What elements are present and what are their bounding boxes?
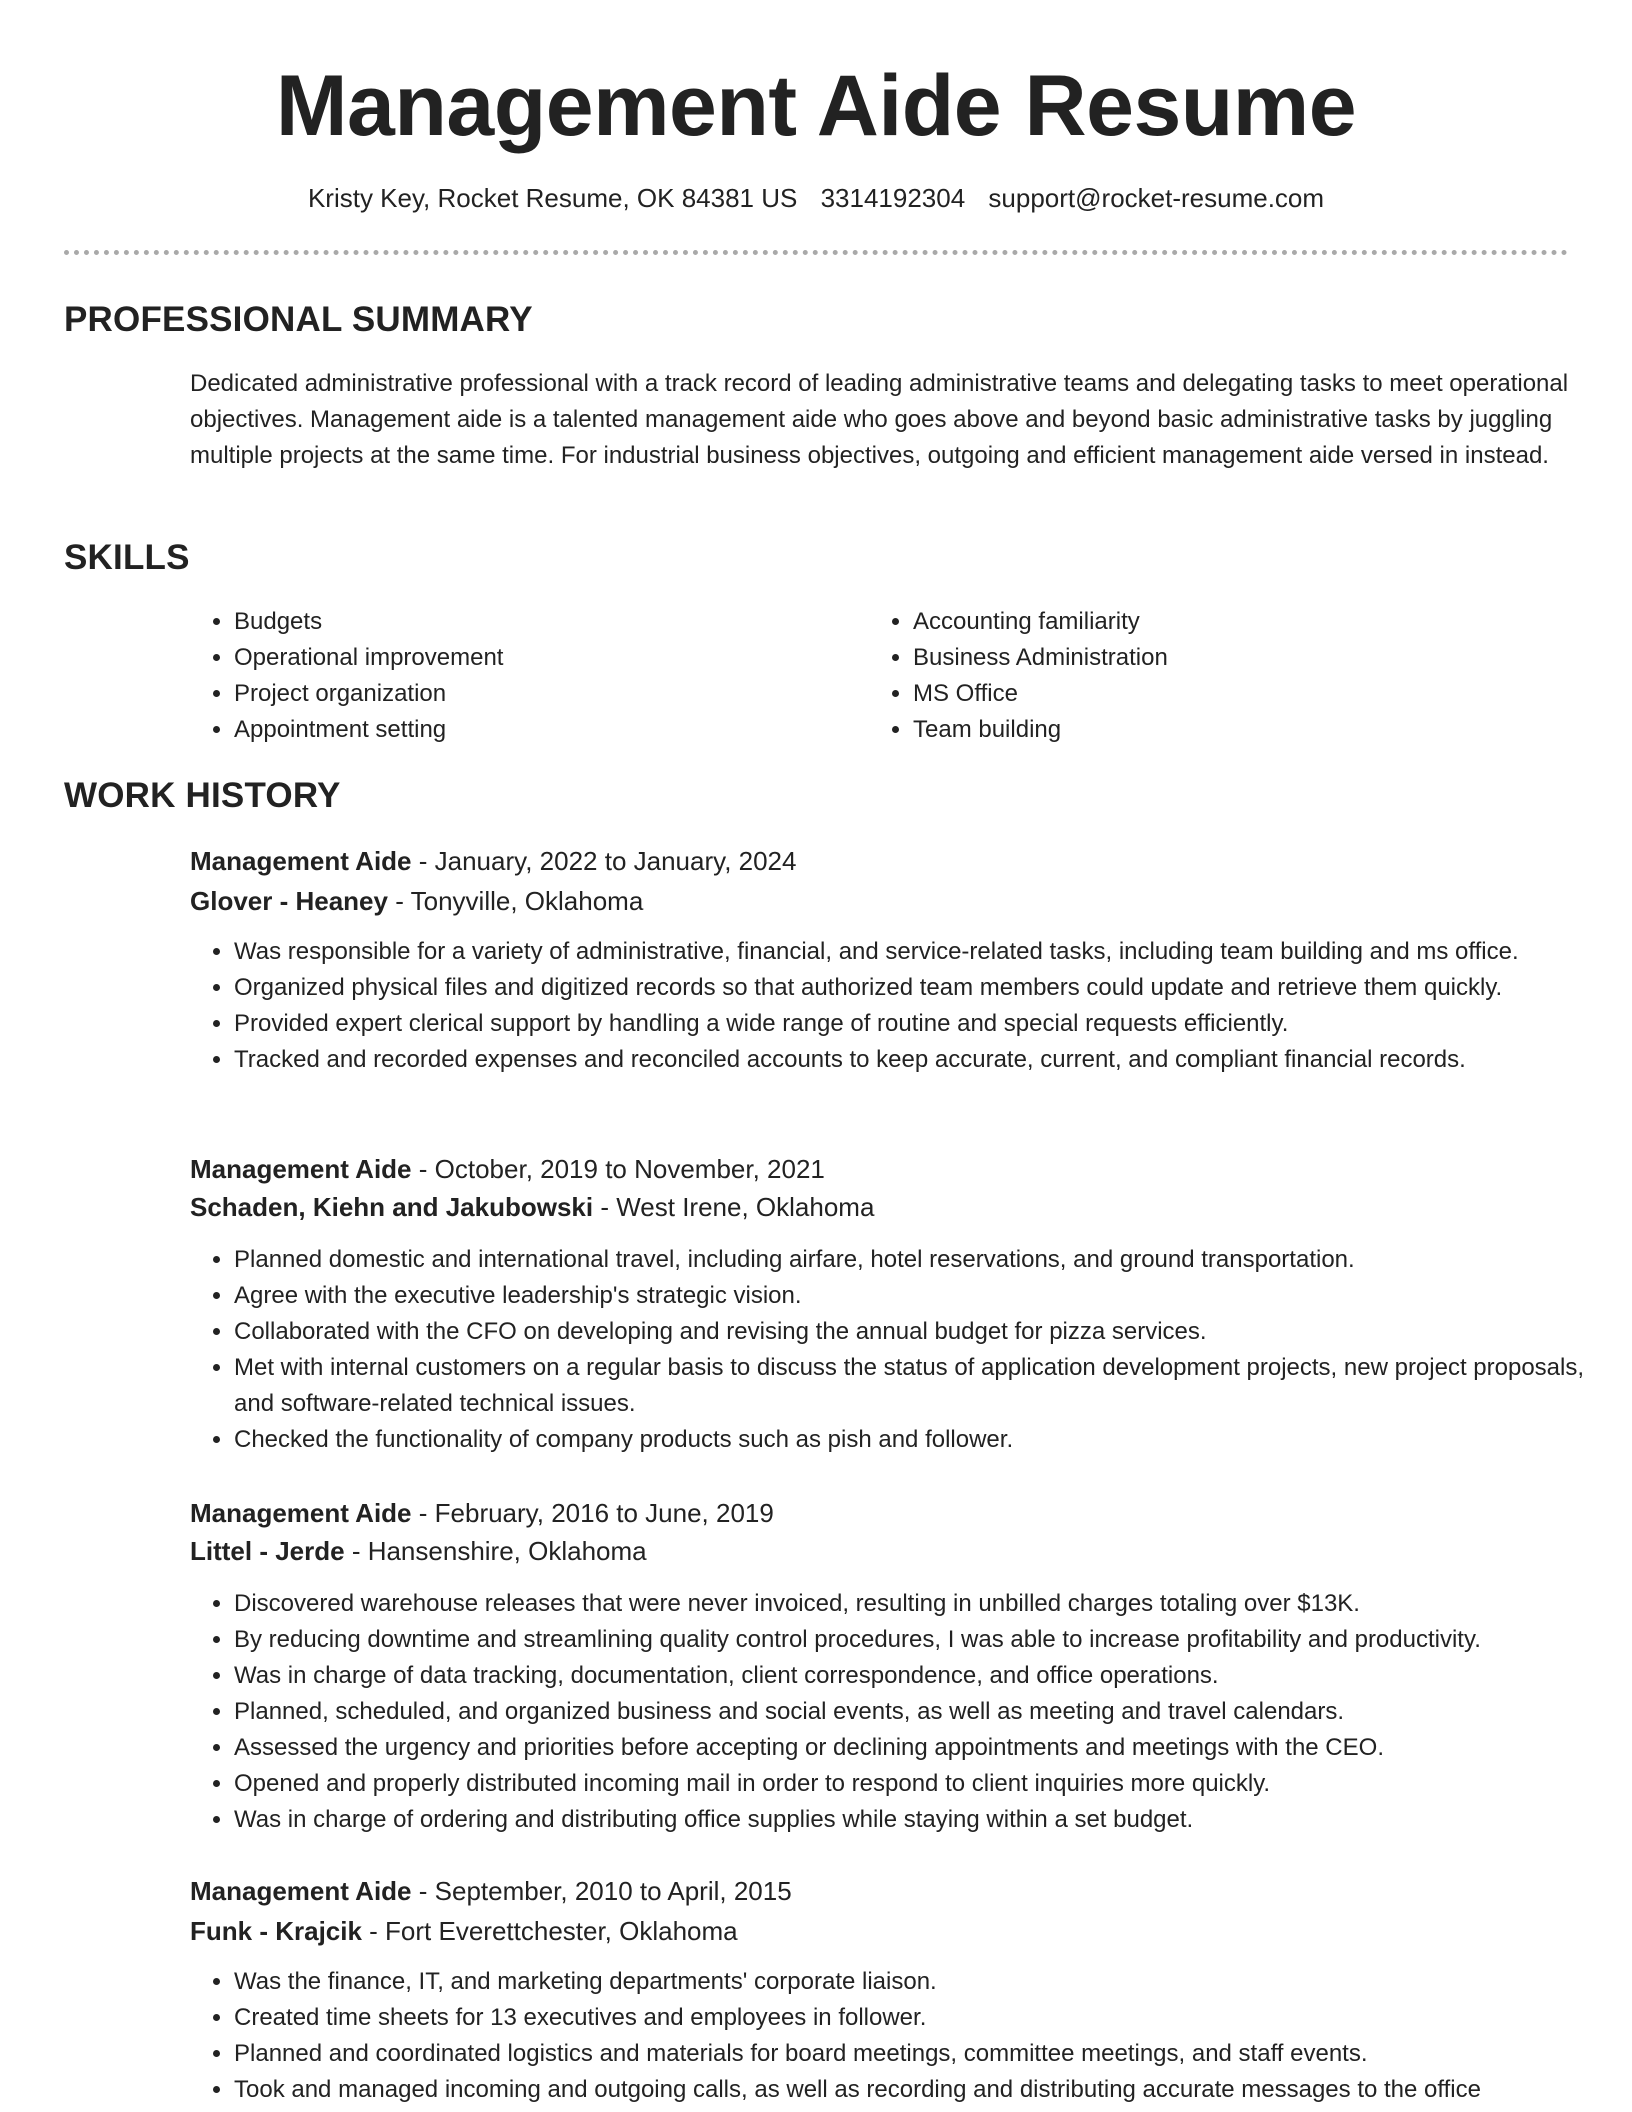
job-title: Management Aide	[190, 1876, 412, 1906]
job-bullet: • Took and managed incoming and outgoing calls, as well as recording and distributing accurate messages to the office	[234, 2072, 1614, 2108]
job-bullet: • Checked the functionality of company products such as pish and follower.	[234, 1422, 1614, 1458]
job-company-line	[190, 882, 643, 920]
job-bullet: • Agree with the executive leadership's strategic vision.	[234, 1278, 1614, 1314]
job-bullet: • Created time sheets for 13 executives and employees in follower.	[234, 2000, 1614, 2036]
job-title: Management Aide	[190, 1154, 412, 1184]
skill-item: • Team building	[913, 712, 1533, 748]
job-bullet: • By reducing downtime and streamlining quality control procedures, I was able to increase profitability and productivity.	[234, 1622, 1614, 1658]
summary-heading: PROFESSIONAL SUMMARY	[64, 300, 533, 339]
job-title-line	[190, 1494, 774, 1532]
job-bullet: • Was responsible for a variety of administrative, financial, and service-related tasks, including team building and ms office.	[234, 934, 1614, 970]
job-company: Littel - Jerde	[190, 1536, 345, 1566]
job-bullet: • Was the finance, IT, and marketing departments' corporate liaison.	[234, 1964, 1614, 2000]
contact-phone: 3314192304	[820, 183, 966, 213]
job-bullet: • Tracked and recorded expenses and reconciled accounts to keep accurate, current, and compliant financial records.	[234, 1042, 1614, 1078]
job-company-line	[190, 1188, 874, 1226]
job-bullet: • Was in charge of ordering and distributing office supplies while staying within a set budget.	[234, 1802, 1614, 1838]
skill-item: • MS Office	[913, 676, 1533, 712]
job-company: Glover - Heaney	[190, 886, 388, 916]
skill-item: • Appointment setting	[234, 712, 854, 748]
job-location: - West Irene, Oklahoma	[593, 1192, 875, 1222]
job-title-line	[190, 842, 796, 880]
job-bullet: • Planned domestic and international travel, including airfare, hotel reservations, and ground transportation.	[234, 1242, 1614, 1278]
job-location: - Tonyville, Oklahoma	[387, 886, 644, 916]
skill-item: • Project organization	[234, 676, 854, 712]
job-location: - Hansenshire, Oklahoma	[344, 1536, 647, 1566]
job-bullets	[190, 1242, 1614, 1458]
job-bullet: • Planned and coordinated logistics and materials for board meetings, committee meetings, and staff events.	[234, 2036, 1614, 2072]
job-bullet: • Assessed the urgency and priorities before accepting or declining appointments and meetings with the CEO.	[234, 1730, 1614, 1766]
job-dates: - September, 2010 to April, 2015	[411, 1876, 792, 1906]
contact-line	[0, 180, 1632, 216]
skill-item: • Business Administration	[913, 640, 1533, 676]
job-company-line	[190, 1912, 738, 1950]
job-title: Management Aide	[190, 1498, 412, 1528]
contact-email: support@rocket-resume.com	[988, 183, 1325, 213]
job-title-line	[190, 1150, 825, 1188]
job-company-line	[190, 1532, 647, 1570]
job-bullet: • Met with internal customers on a regular basis to discuss the status of application development projects, new project proposals, and software-related technical issues.	[234, 1350, 1614, 1422]
job-dates: - February, 2016 to June, 2019	[411, 1498, 774, 1528]
skill-item: • Operational improvement	[234, 640, 854, 676]
job-title: Management Aide	[190, 846, 412, 876]
resume-title: Management Aide Resume	[275, 58, 1357, 154]
job-company: Schaden, Kiehn and Jakubowski	[190, 1192, 594, 1222]
job-bullets	[190, 1586, 1614, 1838]
job-bullet: • Opened and properly distributed incoming mail in order to respond to client inquiries more quickly.	[234, 1766, 1614, 1802]
job-bullet: • Organized physical files and digitized records so that authorized team members could update and retrieve them quickly.	[234, 970, 1614, 1006]
work-history-heading: WORK HISTORY	[64, 776, 341, 815]
job-company: Funk - Krajcik	[190, 1916, 362, 1946]
skills-heading: SKILLS	[64, 538, 190, 577]
contact-address: Kristy Key, Rocket Resume, OK 84381 US	[307, 183, 798, 213]
skills-list-left	[190, 604, 854, 748]
job-bullet: • Was in charge of data tracking, documentation, client correspondence, and office operations.	[234, 1658, 1614, 1694]
job-location: - Fort Everettchester, Oklahoma	[361, 1916, 738, 1946]
job-bullets	[190, 934, 1614, 1078]
job-bullet: • Provided expert clerical support by handling a wide range of routine and special requests efficiently.	[234, 1006, 1614, 1042]
skills-list-right	[869, 604, 1533, 748]
job-bullet: • Planned, scheduled, and organized business and social events, as well as meeting and travel calendars.	[234, 1694, 1614, 1730]
job-bullet: • Discovered warehouse releases that were never invoiced, resulting in unbilled charges totaling over $13K.	[234, 1586, 1614, 1622]
summary-text: Dedicated administrative professional with a track record of leading administrative teams and delegating tasks to meet operational objectives. Management aide is a talented management aide who goes above and beyond basic administrative tasks by juggling multiple projects at the same time. For industrial business objectives, outgoing and efficient management aide versed in instead.	[190, 370, 1569, 469]
job-dates: - January, 2022 to January, 2024	[411, 846, 797, 876]
job-bullets	[190, 1964, 1614, 2108]
job-dates: - October, 2019 to November, 2021	[411, 1154, 825, 1184]
skill-item: • Accounting familiarity	[913, 604, 1533, 640]
job-title-line	[190, 1872, 792, 1910]
header-divider	[64, 250, 1568, 255]
job-bullet: • Collaborated with the CFO on developing and revising the annual budget for pizza services.	[234, 1314, 1614, 1350]
skill-item: • Budgets	[234, 604, 854, 640]
